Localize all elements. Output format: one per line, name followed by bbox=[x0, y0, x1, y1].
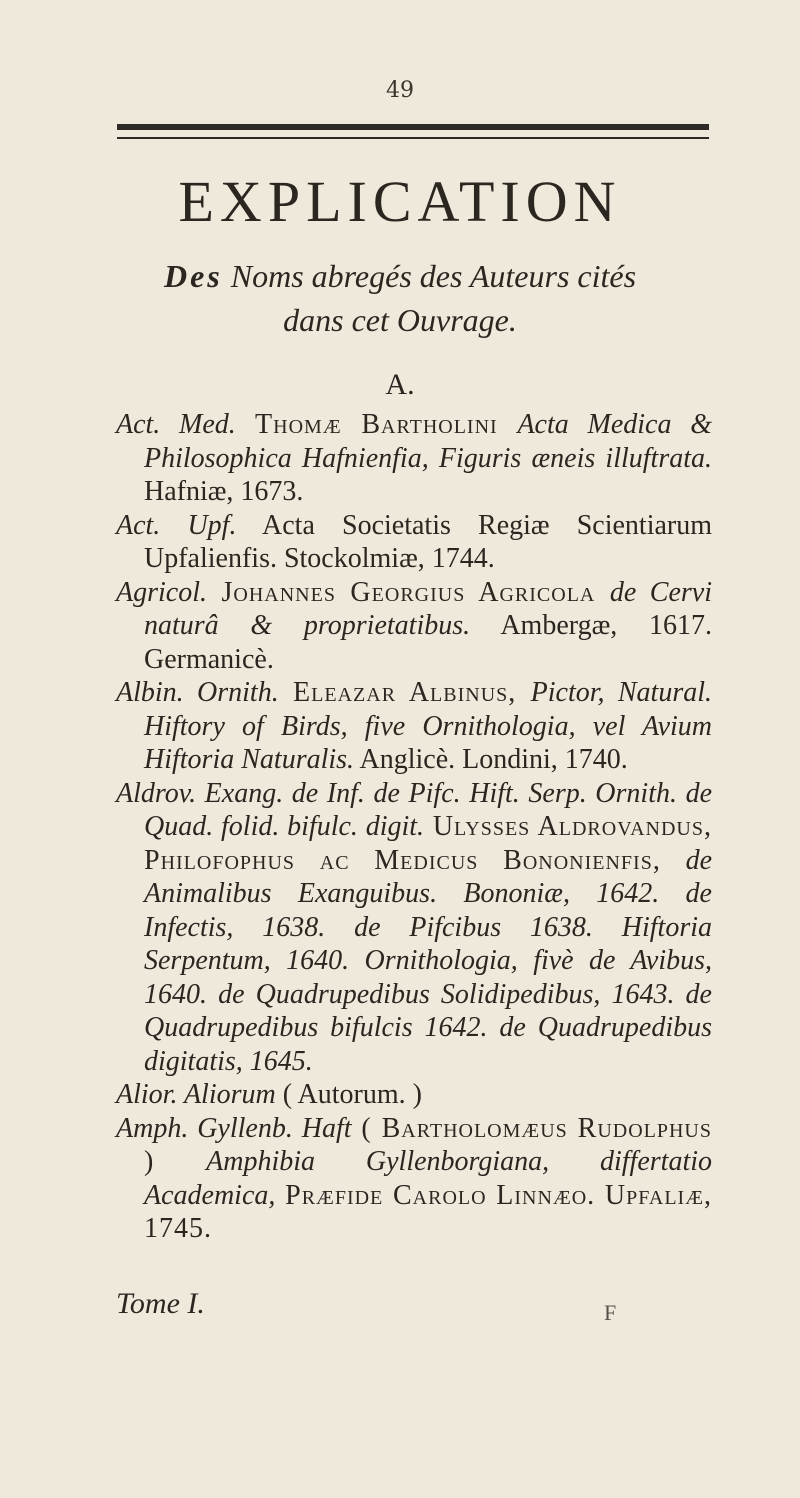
entry-act-upf bbox=[116, 509, 712, 576]
entry-work: Pictor, Natural. Hiftory of Birds, five Ornithologia, vel Avium Hiftoria Naturalis. bbox=[144, 677, 713, 775]
entry-author: Ulysses Aldrovandus, Philofophus ac Medicus Bononienfis, bbox=[144, 811, 712, 876]
entry-author: Johannes Georgius Agricola bbox=[207, 576, 610, 608]
entry-author: ( Bartholomæus Rudolphus ) bbox=[144, 1112, 712, 1177]
entry-abbr: Act. Upf. bbox=[116, 509, 237, 541]
header-rule-thick bbox=[117, 124, 709, 130]
entry-abbr: Alior. Aliorum bbox=[116, 1079, 276, 1110]
header-rule-thin bbox=[117, 137, 709, 139]
entries-list bbox=[116, 408, 712, 1246]
entry-abbr: Agricol. bbox=[116, 576, 207, 608]
volume-footer: Tome I. bbox=[116, 1287, 205, 1320]
entry-author: Thomæ Bartholini bbox=[235, 409, 518, 440]
entry-work: de Animalibus Exanguibus. Bononiæ, 1642. de Infectis, 1638. de Pifcibus 1638. Hiftoria Serpentum, 1640. Ornithologia, fivè de Avibus, 1640. de Quadrupedibus Solidipedibus, 1643. de Quadrupedibus bifulcis 1642. de Quadrupedibus digitatis, 1645. bbox=[144, 844, 712, 1077]
section-letter: A. bbox=[385, 368, 415, 401]
entry-alior bbox=[116, 1078, 712, 1112]
entry-albin bbox=[116, 676, 712, 777]
entry-abbr: Act. Med. bbox=[116, 409, 236, 440]
entry-amph bbox=[116, 1112, 712, 1246]
signature-mark: F bbox=[604, 1300, 617, 1325]
page-number: 49 bbox=[386, 78, 414, 103]
subtitle-lead: Des bbox=[163, 258, 223, 294]
subtitle-line-1 bbox=[0, 258, 800, 295]
entry-author: ( Autorum. ) bbox=[275, 1079, 422, 1110]
entry-agricol bbox=[116, 576, 712, 677]
entry-work: Acta Medica & Philosophica Hafnienfia, Figuris æneis illuftrata. bbox=[144, 409, 712, 474]
page-title: EXPLICATION bbox=[178, 169, 622, 234]
entry-imprint: Ambergæ, 1617. Germanicè. bbox=[144, 610, 712, 675]
entry-abbr: Aldrov. Exang. de Inf. de Pifc. Hift. Serp. Ornith. de Quad. folid. bifulc. digit. bbox=[116, 777, 712, 842]
entry-author: Acta Societatis Regiæ Scientiarum Upfalienfis. Stockolmiæ, 1744. bbox=[144, 509, 713, 574]
entry-abbr: Albin. Ornith. bbox=[116, 677, 279, 708]
entry-author: Eleazar Albinus, bbox=[278, 677, 531, 708]
entry-imprint: Hafniæ, 1673. bbox=[144, 476, 304, 507]
entry-act-med bbox=[116, 408, 712, 509]
entry-imprint: Præfide Carolo Linnæo. Upfaliæ, 1745. bbox=[144, 1179, 712, 1244]
entry-work: Amphibia Gyllenborgiana, differtatio Academica, bbox=[144, 1146, 713, 1211]
entry-imprint: Anglicè. Londini, 1740. bbox=[354, 744, 628, 775]
entry-work: de Cervi naturâ & proprietatibus. bbox=[144, 576, 713, 641]
entry-abbr: Amph. Gyllenb. Haft bbox=[116, 1112, 352, 1144]
entry-aldrov bbox=[116, 777, 712, 1079]
subtitle-line-2: dans cet Ouvrage. bbox=[283, 302, 517, 338]
subtitle-rest: Noms abregés des Auteurs cités bbox=[222, 258, 637, 294]
